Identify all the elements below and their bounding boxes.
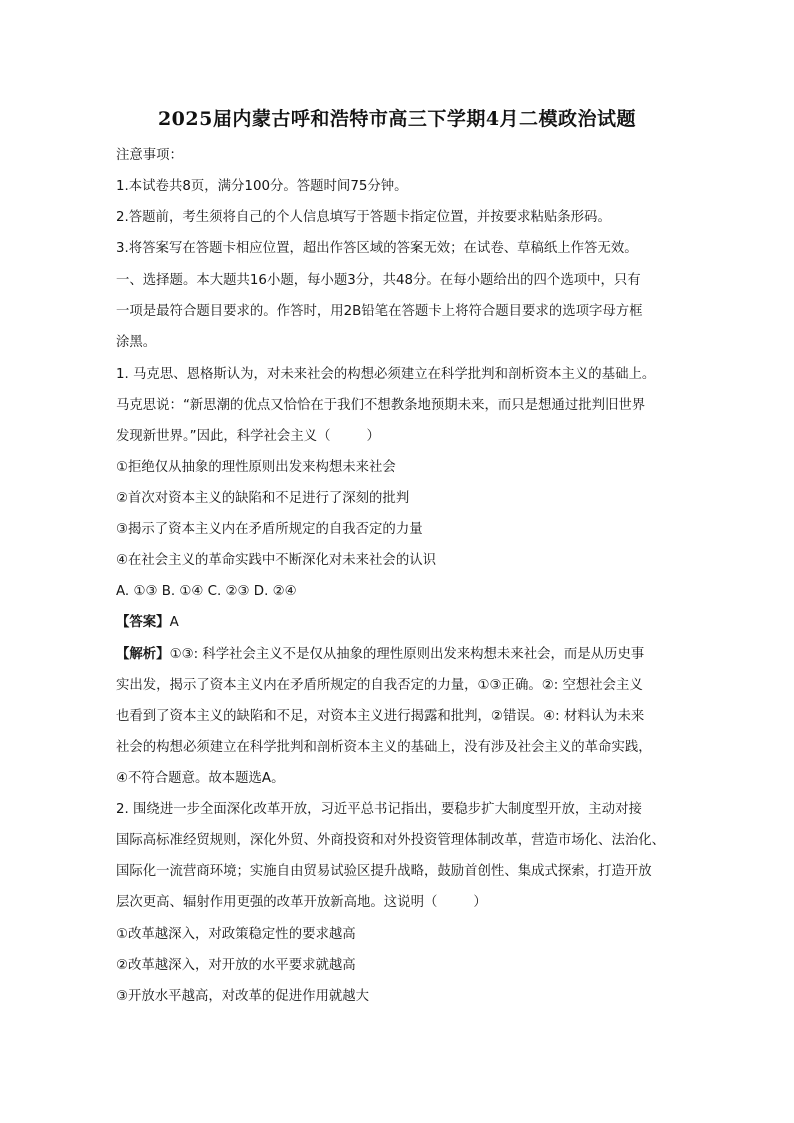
q1-stem-line-2: 马克思说：“新思潮的优点又恰恰在于我们不想教条地预期未来，而只是想通过批判旧世界 — [116, 398, 646, 413]
q1-answer — [116, 614, 179, 632]
q2-stem-line-2: 国际高标准经贸规则，深化外贸、外商投资和对外投资管理体制改革，营造市场化、法治化、 — [116, 833, 666, 848]
q2-option-2: ②改革越深入，对开放的水平要求就越高 — [116, 958, 356, 973]
q2-stem-text: 层次更高、辐射作用更强的改革开放新高地。这说明（ — [116, 895, 438, 910]
q2-stem-line-3: 国际化一流营商环境；实施自由贸易试验区提升战略，鼓励首创性、集成式探索，打造开放 — [116, 864, 652, 879]
section-instruction-line-2: 一项是最符合题目要求的。作答时，用2B铅笔在答题卡上将符合题目要求的选项字母方框 — [116, 304, 643, 319]
q1-option-1: ①拒绝仅从抽象的理性原则出发来构想未来社会 — [116, 460, 396, 475]
answer-label: 【答案】 — [116, 615, 170, 630]
section-instruction-line-1: 一、选择题。本大题共16小题，每小题3分，共48分。在每小题给出的四个选项中，只有 — [116, 273, 641, 288]
section-instruction-line-3: 涂黑。 — [116, 335, 157, 350]
notice-item-1: 1.本试卷共8页，满分100分。答题时间75分钟。 — [116, 179, 408, 194]
q1-analysis-line-1 — [116, 646, 644, 664]
notice-heading: 注意事项： — [116, 148, 183, 163]
q1-analysis-line-4: 社会的构想必须建立在科学批判和剖析资本主义的基础上，没有涉及社会主义的革命实践， — [116, 740, 652, 755]
q1-choices: A. ①③ B. ①④ C. ②③ D. ②④ — [116, 584, 297, 599]
q2-stem-line-1: 2. 围绕进一步全面深化改革开放，习近平总书记指出，要稳步扩大制度型开放，主动对接 — [116, 802, 642, 817]
q1-analysis-line-2: 实出发，揭示了资本主义内在矛盾所规定的自我否定的力量，①③正确。②: 空想社会主义 — [116, 678, 643, 693]
notice-item-2: 2.答题前，考生须将自己的个人信息填写于答题卡指定位置，并按要求粘贴条形码。 — [116, 210, 611, 225]
q1-analysis-line-3: 也看到了资本主义的缺陷和不足，对资本主义进行揭露和批判，②错误。④: 材料认为未来 — [116, 709, 645, 724]
notice-item-3: 3.将答案写在答题卡相应位置，超出作答区域的答案无效；在试卷、草稿纸上作答无效。 — [116, 241, 638, 256]
q2-stem-line-4 — [116, 894, 487, 912]
q1-analysis-line-5: ④不符合题意。故本题选A。 — [116, 771, 285, 786]
q1-stem-line-1: 1. 马克思、恩格斯认为，对未来社会的构想必须建立在科学批判和剖析资本主义的基础上。 — [116, 367, 656, 382]
q2-stem-close: ） — [473, 895, 487, 910]
answer-value: A — [169, 615, 179, 630]
q1-option-2: ②首次对资本主义的缺陷和不足进行了深刻的批判 — [116, 491, 410, 506]
q2-option-1: ①改革越深入，对政策稳定性的要求越高 — [116, 927, 356, 942]
q1-stem-text: 发现新世界。”因此，科学社会主义（ — [116, 429, 331, 444]
q1-option-3: ③揭示了资本主义内在矛盾所规定的自我否定的力量 — [116, 522, 423, 537]
q1-stem-line-3 — [116, 428, 380, 446]
q1-stem-close: ） — [366, 429, 380, 444]
q1-option-4: ④在社会主义的革命实践中不断深化对未来社会的认识 — [116, 553, 436, 568]
exam-title: 2025届内蒙古呼和浩特市高三下学期4月二模政治试题 — [157, 108, 637, 130]
q2-option-3: ③开放水平越高，对改革的促进作用就越大 — [116, 989, 370, 1004]
analysis-text-1: ①③: 科学社会主义不是仅从抽象的理性原则出发来构想未来社会，而是从历史事 — [169, 647, 645, 662]
analysis-label: 【解析】 — [116, 647, 170, 662]
